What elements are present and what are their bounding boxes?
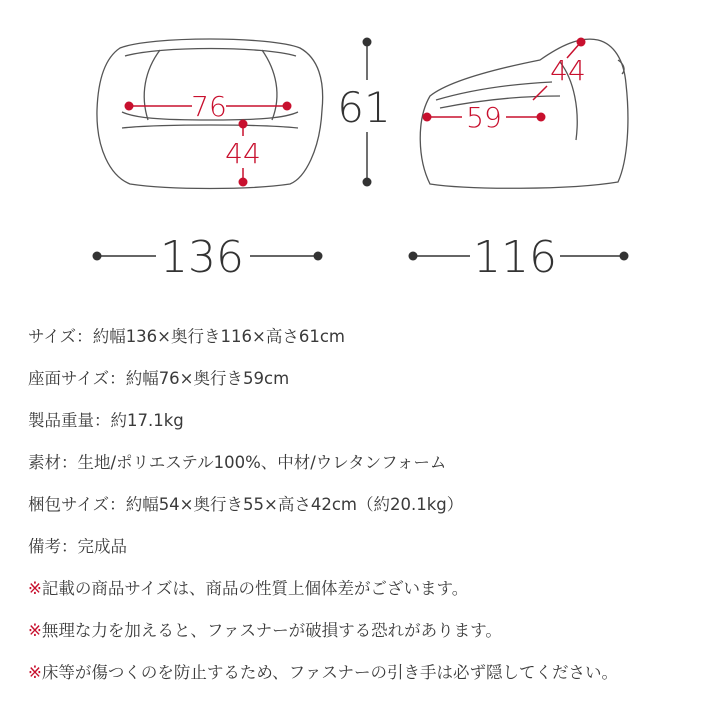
spec-value: 約幅136×奥行き116×高さ61cm (92, 327, 345, 346)
side-seat-depth-label: 59 (466, 101, 502, 134)
spec-label: 製品重量： (28, 411, 111, 430)
note-zipper-damage (28, 616, 708, 658)
overall-width-dimension (93, 232, 323, 283)
side-seat-depth-dimension (423, 101, 546, 134)
front-seat-width-label: 76 (191, 90, 227, 123)
spec-size (28, 322, 708, 364)
overall-depth-label: 116 (473, 232, 557, 283)
overall-width-label: 136 (160, 232, 244, 283)
spec-value: 約幅76×奥行き59cm (125, 369, 290, 388)
spec-label: 素材： (28, 453, 78, 472)
spec-label: 備考： (28, 537, 78, 556)
note-zipper-hide (28, 658, 708, 700)
note-text: 記載の商品サイズは、商品の性質上個体差がございます。 (41, 579, 469, 598)
spec-value: 約幅54×奥行き55×高さ42cm（約20.1kg） (125, 495, 464, 514)
note-text: 無理な力を加えると、ファスナーが破損する恐れがあります。 (41, 621, 502, 640)
spec-value: 約17.1kg (110, 411, 184, 430)
spec-value: 生地/ポリエステル100%、中材/ウレタンフォーム (77, 453, 447, 472)
spec-label: 梱包サイズ： (28, 495, 126, 514)
spec-label: サイズ： (28, 327, 93, 346)
spec-seat-size (28, 364, 708, 406)
note-mark: ※ (28, 663, 42, 682)
note-text: 床等が傷つくのを防止するため、ファスナーの引き手は必ず隠してください。 (41, 663, 619, 682)
spec-list (28, 322, 708, 700)
overall-height-label: 61 (337, 83, 391, 132)
overall-height-dimension (337, 38, 390, 187)
overall-depth-dimension (409, 232, 629, 283)
spec-package-size (28, 490, 708, 532)
front-seat-depth-dimension (225, 120, 261, 187)
spec-material (28, 448, 708, 490)
front-seat-depth-label: 44 (225, 137, 261, 170)
spec-remarks (28, 532, 708, 574)
side-view-sofa (420, 39, 628, 188)
spec-value: 完成品 (77, 537, 127, 556)
dimension-diagram (0, 0, 720, 290)
side-backrest-dimension (533, 38, 586, 101)
spec-label: 座面サイズ： (28, 369, 126, 388)
side-backrest-label: 44 (550, 54, 586, 87)
note-mark: ※ (28, 579, 42, 598)
note-mark: ※ (28, 621, 42, 640)
spec-weight (28, 406, 708, 448)
note-size-variance (28, 574, 708, 616)
